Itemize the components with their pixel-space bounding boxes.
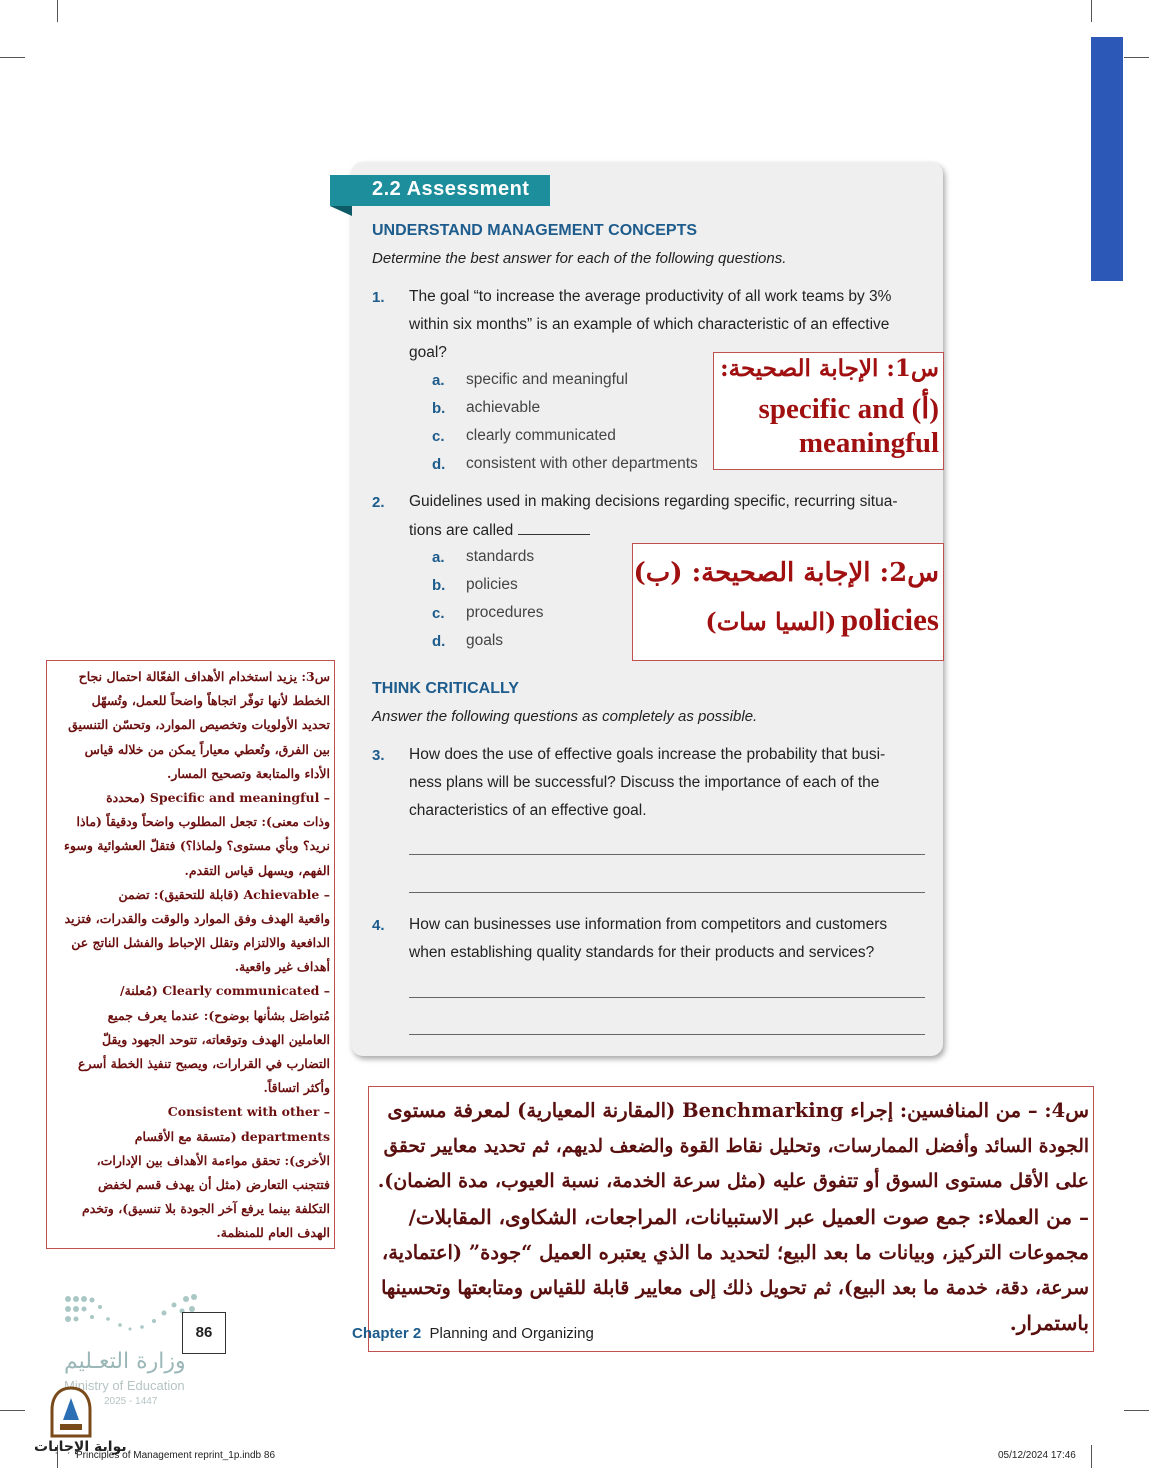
answer-line-text: الخطط لأنها توفّر اتجاهاً واضحاً للعمل، وتُسهّل xyxy=(91,693,330,709)
question-text: characteristics of an effective goal. xyxy=(409,802,647,819)
option-letter: c. xyxy=(432,605,445,622)
answer-line-text: مجموعات التركيز، وبيانات ما بعد البيع؛ لتحديد ما الذي يعتبره العميل “جودة” (اعتمادية، xyxy=(381,1241,1089,1264)
option-letter: c. xyxy=(432,428,445,445)
answer-line-text: – Specific and meaningful (محددة xyxy=(106,789,330,805)
question-text: The goal “to increase the average productivity of all work teams by 3% xyxy=(409,288,892,305)
banner-fold xyxy=(330,206,352,216)
option-letter: b. xyxy=(432,400,446,417)
imprint-file: Principles of Management reprint_1p.indb 86 xyxy=(76,1450,276,1461)
answer-box-q2 xyxy=(632,543,944,661)
question-text: goal? xyxy=(409,344,447,361)
question-text: How does the use of effective goals increase the probability that busi- xyxy=(409,746,886,763)
chapter-footer xyxy=(352,1325,594,1342)
crop-mark xyxy=(0,1410,25,1411)
chapter-title: Planning and Organizing xyxy=(429,1325,594,1342)
answer-text: meaningful xyxy=(798,427,939,459)
answer-line-text: الفهم، ويسهل قياس التقدم. xyxy=(184,862,330,878)
answer-heading: س2: الإجابة الصحيحة: (ب) xyxy=(633,558,939,588)
answer-line-text: على الأقل مستوى السوق أو تتفوق عليه (مثل سرعة الخدمة، نسبة العيوب، مدة الضمان). xyxy=(377,1170,1089,1192)
answer-line xyxy=(409,1034,925,1035)
answer-text: policies xyxy=(840,602,939,637)
answer-line-text: فتتجنب التعارض (مثل أن يهدف قسم لخفض xyxy=(97,1176,330,1192)
answer-text: specific and (أ) xyxy=(758,393,939,425)
option-text: clearly communicated xyxy=(466,427,616,444)
answer-heading: س1: الإجابة الصحيحة: xyxy=(720,355,939,382)
option-text: standards xyxy=(466,548,535,565)
question-text: How can businesses use information from competitors and customers xyxy=(409,916,888,933)
answer-line-text: الدافعية والالتزام وتقلل الإحباط والفشل الناتج عن xyxy=(71,935,330,951)
ministry-name-en: Ministry of Education xyxy=(64,1378,185,1393)
answer-line-text: بين الفرق، وتُعطي معياراً يمكن من خلاله قياس xyxy=(84,741,330,757)
watermark-logo-icon xyxy=(48,1386,94,1442)
answer-line-text: س3: يزيد استخدام الأهداف الفعّالة احتمال نجاح xyxy=(78,669,330,684)
page-number: 86 xyxy=(182,1312,226,1354)
crop-mark xyxy=(57,0,58,22)
option-text: goals xyxy=(466,632,504,649)
crop-mark xyxy=(1091,1445,1092,1468)
answer-box-q4 xyxy=(368,1086,1094,1352)
crop-mark xyxy=(1124,1410,1149,1411)
answer-text-ar: (السيا سات) xyxy=(705,607,837,636)
ministry-year: 2025 - 1447 xyxy=(104,1396,158,1407)
question-text: when establishing quality standards for their products and services? xyxy=(409,944,875,961)
question-number: 2. xyxy=(372,494,385,511)
option-text: consistent with other departments xyxy=(466,455,698,472)
option-text: policies xyxy=(466,576,518,593)
answer-line-group xyxy=(705,602,939,638)
question-text: ness plans will be successful? Discuss the importance of each of the xyxy=(409,774,880,791)
answer-blank xyxy=(518,521,590,535)
option-letter: d. xyxy=(432,456,446,473)
answer-box-q3 xyxy=(46,660,335,1249)
question-text-with-blank xyxy=(409,521,590,540)
answer-line xyxy=(409,854,925,855)
answer-line-text: – Achievable (قابلة للتحقيق): تضمن xyxy=(118,886,330,902)
answer-line-text: الهدف العام للمنظمة. xyxy=(216,1225,330,1241)
section-instructions: Answer the following questions as completely as possible. xyxy=(372,708,758,725)
question-text: Guidelines used in making decisions regarding specific, recurring situa- xyxy=(409,493,898,510)
answer-line-text: مُتواصَل بشأنها بوضوح): عندما يعرف جميع xyxy=(107,1007,330,1023)
answer-line-text: وذات معنى): تجعل المطلوب واضحاً ودقيقاً (ماذا xyxy=(76,814,330,830)
question-text: within six months” is an example of which characteristic of an effective xyxy=(409,316,890,333)
answer-line-text: سرعة، دقة، خدمة ما بعد البيع)، ثم تحويل ذلك إلى معايير قابلة للقياس ومتابعتها وتحسينها xyxy=(381,1276,1089,1299)
option-letter: a. xyxy=(432,549,445,566)
answer-line-text: التكلفة بينما يرفع آخر الجودة بلا تنسيق)، وتخدم xyxy=(81,1201,330,1217)
option-letter: d. xyxy=(432,633,446,650)
chapter-label: Chapter 2 xyxy=(352,1325,422,1342)
answer-line xyxy=(409,892,925,893)
answer-line-text: باستمرار. xyxy=(1009,1311,1089,1335)
crop-mark xyxy=(1091,0,1092,22)
answer-line-text: departments (متسقة مع الأقسام xyxy=(134,1128,330,1144)
section-instructions: Determine the best answer for each of the following questions. xyxy=(372,250,787,267)
assessment-title: 2.2 Assessment xyxy=(372,178,530,200)
answer-line-text: واقعية الهدف وفق الموارد والوقت والقدرات، فتزيد xyxy=(64,910,330,926)
section-heading-concepts: UNDERSTAND MANAGEMENT CONCEPTS xyxy=(372,222,698,239)
section-heading-think-critically: THINK CRITICALLY xyxy=(372,680,519,697)
option-text: achievable xyxy=(466,399,541,416)
answer-line-text: الأخرى): تحقق مواءمة الأهداف بين الإدارات، xyxy=(96,1152,330,1168)
question-number: 3. xyxy=(372,747,385,764)
answer-line-text: – Clearly communicated (مُعلنة/ xyxy=(120,983,330,999)
answer-text-block xyxy=(373,1093,1089,1342)
option-text: specific and meaningful xyxy=(466,371,628,388)
answer-line-text: الأداء والمتابعة وتصحيح المسار. xyxy=(166,765,330,781)
option-letter: b. xyxy=(432,577,446,594)
answer-line-text: وأكثر اتساقاً. xyxy=(263,1080,330,1096)
option-text: procedures xyxy=(466,604,544,621)
watermark-text: بوابة الإجابات xyxy=(34,1439,127,1455)
answer-box-q1 xyxy=(713,352,944,470)
chapter-side-tab xyxy=(1091,37,1123,281)
question-text: tions are called xyxy=(409,522,514,539)
ministry-logo-dots xyxy=(64,1293,199,1335)
answer-line-text: الجودة السائد وأفضل الممارسات، وتحليل نقاط القوة والضعف لديهم، ثم تحديد معايير تحقق xyxy=(383,1135,1089,1157)
answer-line-text: أهداف غير واقعية. xyxy=(234,959,330,975)
answer-text-block xyxy=(51,665,330,1246)
imprint-date: 05/12/2024 17:46 xyxy=(998,1450,1076,1461)
answer-line-text: العاملين الهدف وتوقعاته، تتوحد الجهود ويقلّ xyxy=(101,1031,330,1047)
crop-mark xyxy=(1124,57,1149,58)
crop-mark xyxy=(0,57,25,58)
question-number: 4. xyxy=(372,917,385,934)
answer-line-text: نريد؟ وبأي مستوى؟ ولماذا؟) فتقلّ العشوائية وسوء xyxy=(64,838,330,854)
question-number: 1. xyxy=(372,289,385,306)
answer-line-text: – Consistent with other xyxy=(167,1104,330,1120)
answer-line-text: – من العملاء: جمع صوت العميل عبر الاستبيانات، المراجعات، الشكاوى، المقابلات/ xyxy=(408,1204,1089,1229)
answer-line-text: تحديد الأولويات وتخصيص الموارد، وتحسّن التنسيق xyxy=(68,717,330,733)
answer-line-text: التضارب في القرارات، ويصبح تنفيذ الخطة أسرع xyxy=(77,1056,330,1071)
option-letter: a. xyxy=(432,372,445,389)
answer-line xyxy=(409,997,925,998)
answer-line-text: س4: – من المنافسين: إجراء Benchmarking (المقارنة المعيارية) لمعرفة مستوى xyxy=(387,1099,1089,1122)
ministry-name-ar: وزارة التعـليم xyxy=(64,1349,186,1374)
